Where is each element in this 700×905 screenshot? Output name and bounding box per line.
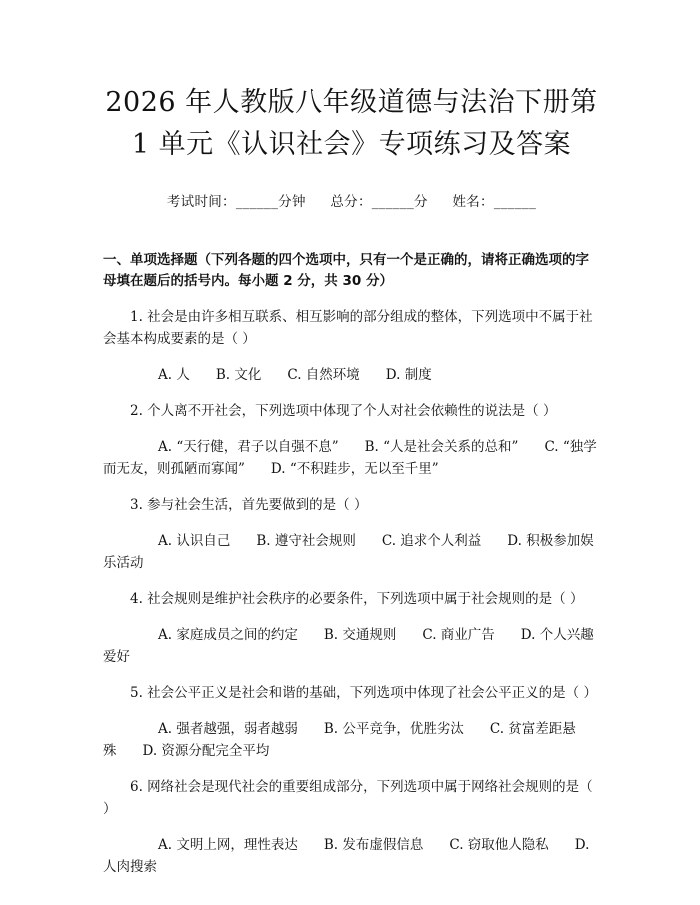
option-d: D. 个人兴趣爱好 (103, 627, 594, 665)
total-score-field: 总分：______分 (330, 194, 428, 210)
option-c: C. 追求个人利益 (381, 533, 482, 549)
exam-time-field: 考试时间：______分钟 (166, 194, 306, 210)
question-options (103, 364, 600, 386)
question-6 (103, 776, 600, 878)
question-options (103, 530, 600, 574)
option-c: C. 贫富差距悬殊 (103, 721, 576, 759)
question-stem: 5. 社会公平正义是社会和谐的基础，下列选项中体现了社会公平正义的是（ ） (130, 685, 597, 701)
exam-info-line (103, 190, 600, 210)
option-d: D. 资源分配完全平均 (142, 743, 270, 759)
option-c: C. 窃取他人隐私 (449, 837, 549, 853)
name-field: 姓名：______ (452, 194, 537, 210)
option-b: B. “人是社会关系的总和” (364, 439, 519, 455)
question-stem: 4. 社会规则是维护社会秩序的必要条件，下列选项中属于社会规则的是（ ） (130, 591, 584, 607)
question-3 (103, 494, 600, 574)
question-stem: 3. 参与社会生活，首先要做到的是（ ） (130, 497, 368, 513)
option-b: B. 文化 (215, 367, 262, 383)
option-b: B. 公平竞争，优胜劣汰 (323, 721, 464, 737)
question-options (103, 436, 600, 480)
option-a: A. 人 (158, 367, 190, 383)
option-d: D. 积极参加娱乐活动 (103, 533, 594, 571)
option-a: A. 家庭成员之间的约定 (158, 627, 298, 643)
option-c: C. “独学而无友，则孤陋而寡闻” (103, 439, 597, 477)
option-b: B. 交通规则 (323, 627, 397, 643)
option-d: D. 制度 (385, 367, 432, 383)
option-d: D. “不积跬步，无以至千里” (270, 461, 439, 477)
option-c: C. 商业广告 (422, 627, 495, 643)
question-options (103, 834, 600, 878)
question-5 (103, 682, 600, 762)
option-a: A. “天行健，君子以自强不息” (158, 439, 339, 455)
question-1 (103, 306, 600, 386)
question-2 (103, 400, 600, 480)
option-c: C. 自然环境 (287, 367, 360, 383)
question-stem: 2. 个人离不开社会，下列选项中体现了个人对社会依赖性的说法是（ ） (130, 403, 557, 419)
option-d: D. 人肉搜索 (103, 837, 590, 875)
option-b: B. 发布虚假信息 (323, 837, 424, 853)
option-a: A. 认识自己 (158, 533, 231, 549)
option-b: B. 遵守社会规则 (256, 533, 356, 549)
question-options (103, 624, 600, 668)
question-stem: 6. 网络社会是现代社会的重要组成部分，下列选项中属于网络社会规则的是（ ） (103, 779, 593, 817)
section-heading-single-choice: 一、单项选择题（下列各题的四个选项中，只有一个是正确的，请将正确选项的字母填在题后的括号内。每小题 2 分，共 30 分） (103, 252, 589, 289)
question-options (103, 718, 600, 762)
option-a: A. 文明上网，理性表达 (158, 837, 298, 853)
question-4 (103, 588, 600, 668)
question-stem: 1. 社会是由许多相互联系、相互影响的部分组成的整体，下列选项中不属于社会基本构成要素的是（ ） (103, 309, 593, 347)
document-title: 2026 年人教版八年级道德与法治下册第 1 单元《认识社会》专项练习及答案 (105, 87, 598, 160)
option-a: A. 强者越强，弱者越弱 (158, 721, 298, 737)
